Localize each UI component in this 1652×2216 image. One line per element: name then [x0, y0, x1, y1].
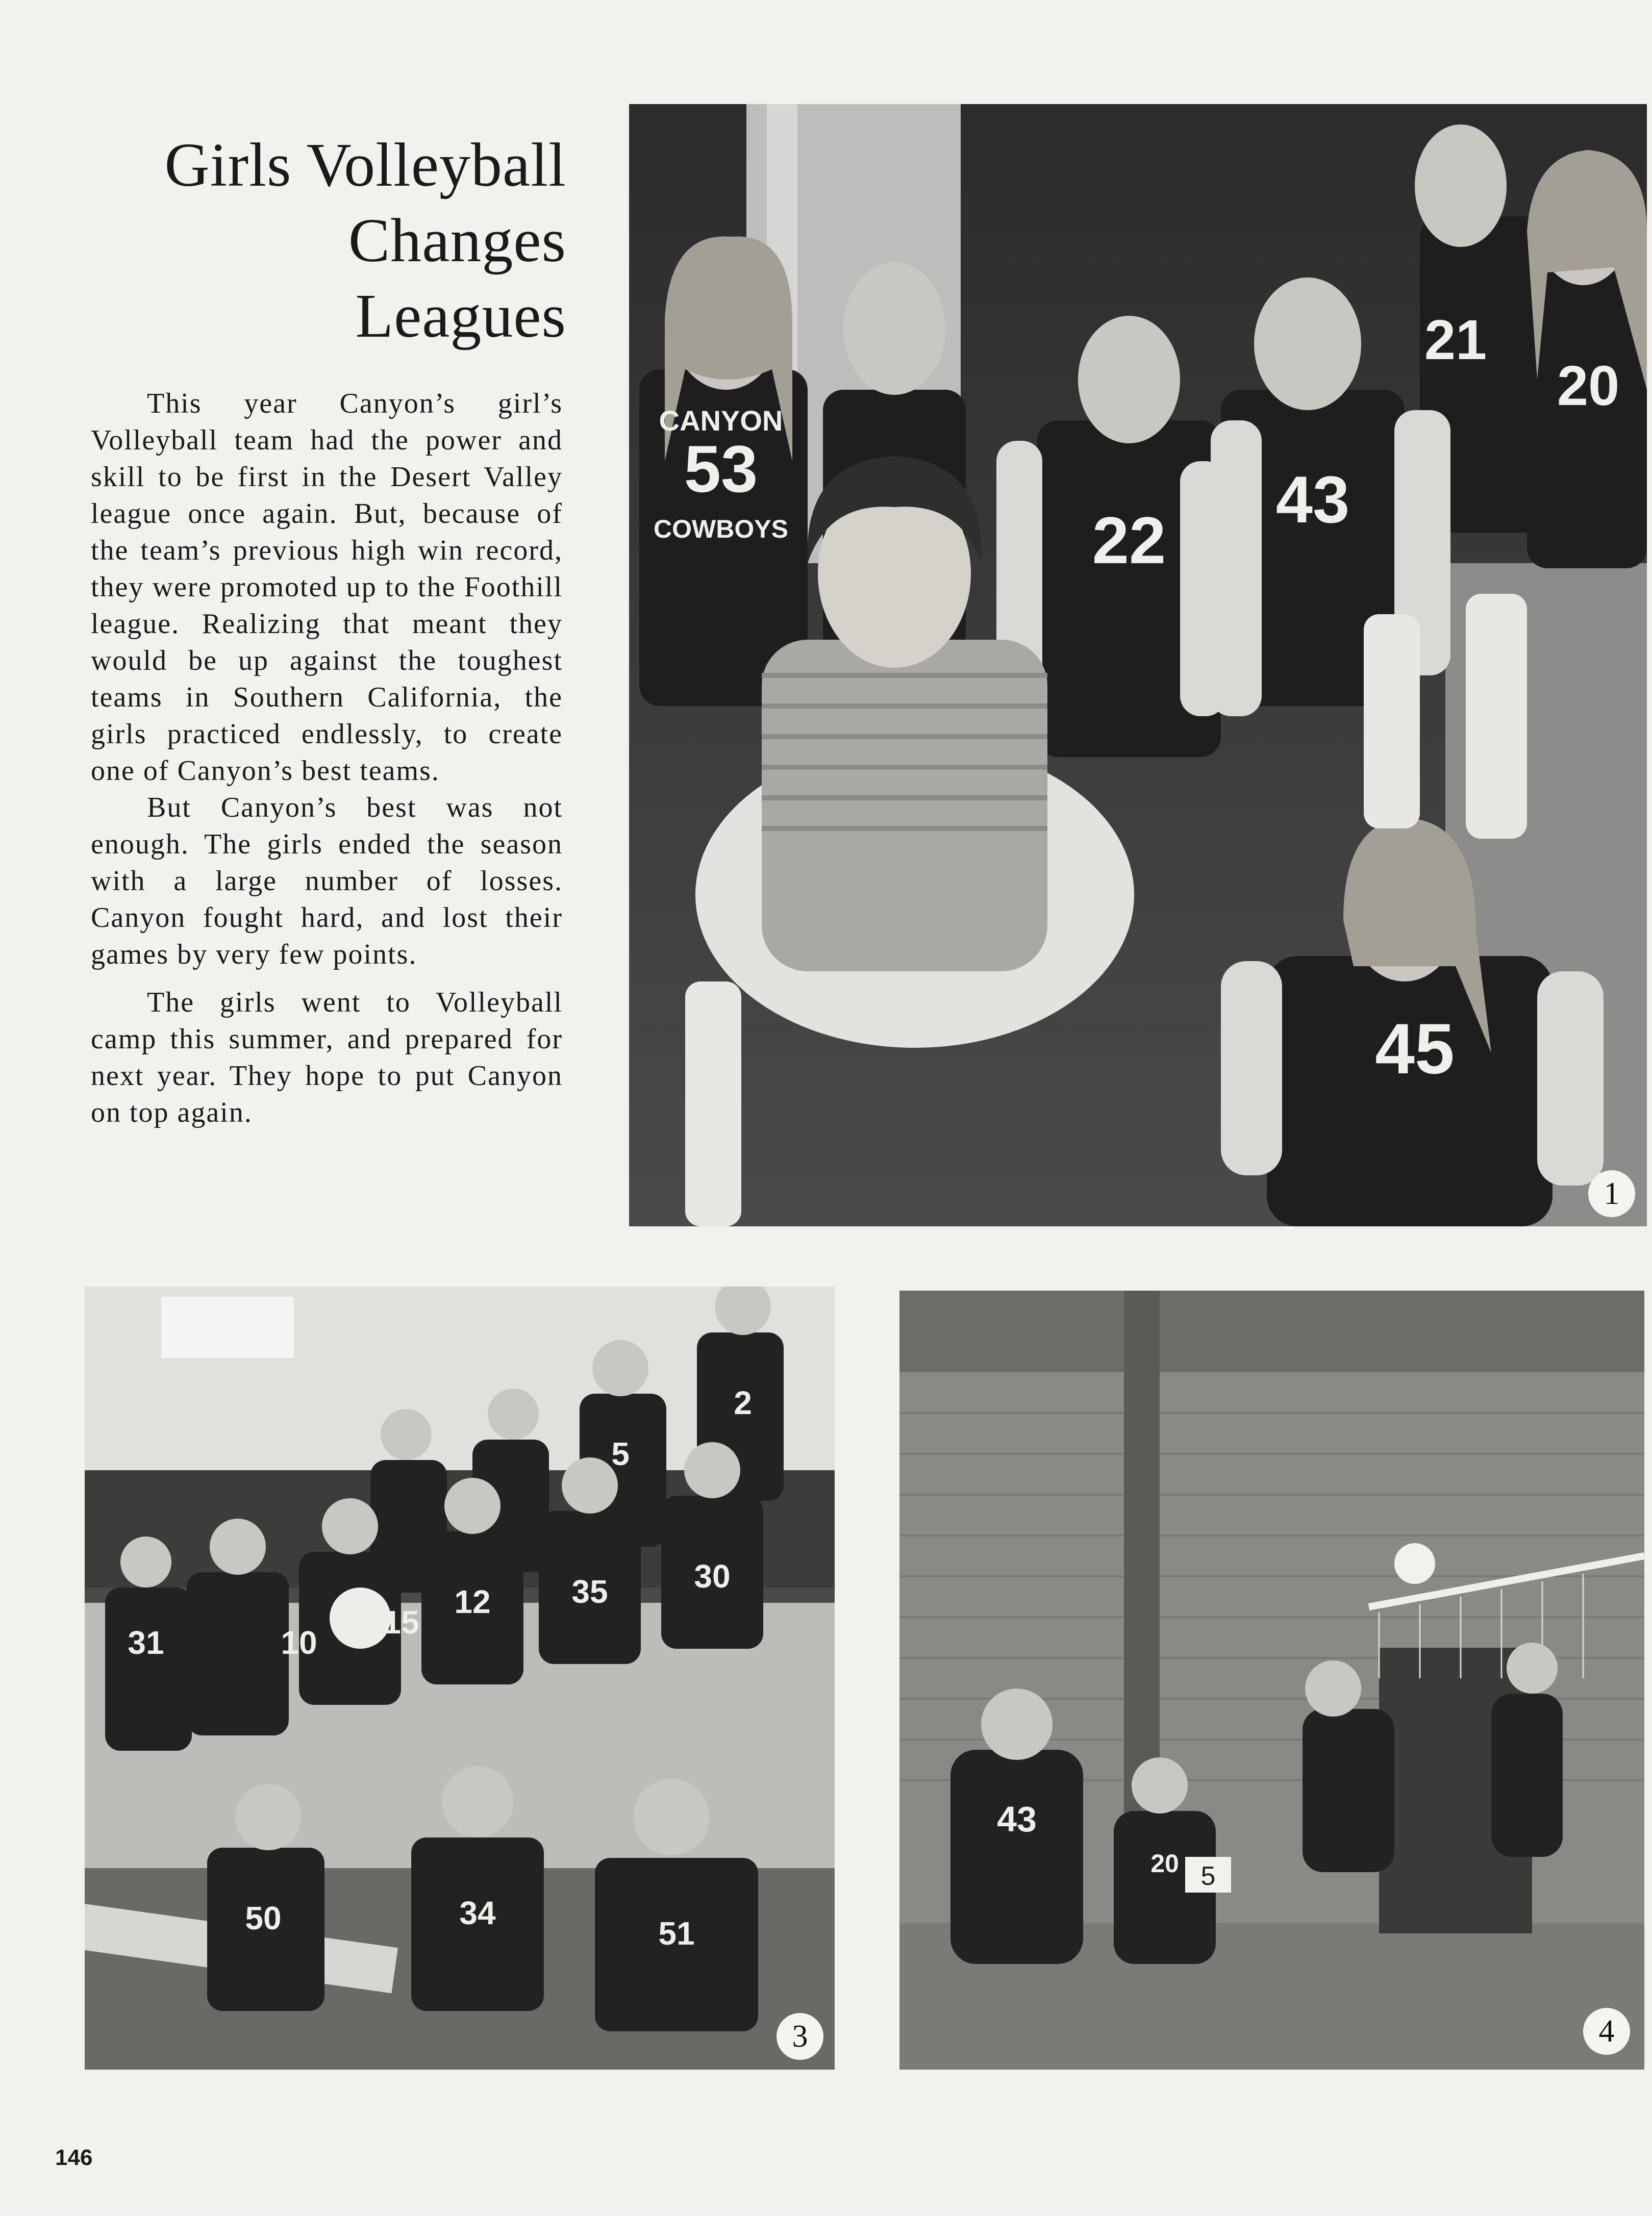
jersey-team-name: CANYON [659, 405, 783, 437]
photo-full-team [85, 1287, 835, 2070]
jersey-43: 43 [1275, 462, 1350, 537]
paragraph-1: This year Canyon’s girl’s Volleyball team had the power and skill to be first in the Desert Valley league once again. But, because of the team’s previous high win record, they were promoted up to the Foothill league. Realizing that meant they would be up against the toughest teams in Southern California, the girls practiced endlessly, to create one of Canyon’s best teams. [91, 388, 563, 787]
jersey-22: 22 [1092, 503, 1166, 577]
photo-number-3: 3 [777, 2013, 823, 2060]
jersey-45: 45 [1375, 1009, 1455, 1089]
jersey-2: 2 [734, 1384, 752, 1421]
photo-team-with-coach [629, 104, 1647, 1226]
photo-1-image [629, 104, 1647, 1226]
article-body [91, 385, 563, 1131]
jersey-51: 51 [658, 1915, 695, 1952]
headline-line-1: Girls Volleyball [164, 131, 566, 199]
jersey-20: 20 [1557, 355, 1620, 417]
jersey-team-name-2: COWBOYS [654, 515, 788, 543]
jersey-31: 31 [128, 1624, 164, 1661]
headline-line-3: Leagues [355, 282, 566, 350]
headline [77, 128, 566, 354]
jersey-21: 21 [1424, 309, 1487, 371]
jersey-43: 43 [997, 1799, 1037, 1839]
page-number: 146 [55, 2145, 93, 2170]
paragraph-2: But Canyon’s best was not enough. The girls ended the season with a large number of losses. Canyon fought hard, and lost their games by very few points. [91, 792, 563, 970]
jersey-5: 5 [611, 1436, 630, 1472]
jersey-34: 34 [459, 1895, 496, 1931]
jersey-50: 50 [245, 1900, 282, 1936]
jersey-53: 53 [684, 432, 758, 506]
jersey-10: 10 [281, 1624, 317, 1661]
photo-number-4: 4 [1583, 2008, 1630, 2055]
photo-game-action [899, 1291, 1644, 2070]
jersey-20: 20 [1150, 1849, 1179, 1878]
paragraph-3: The girls went to Volleyball camp this summer, and prepared for next year. They hope to put Canyon on top again. [91, 987, 563, 1128]
bench-sign: 5 [1200, 1861, 1216, 1891]
jersey-30: 30 [694, 1558, 731, 1595]
headline-line-2: Changes [348, 206, 566, 275]
jersey-15: 15 [383, 1604, 419, 1641]
jersey-12: 12 [454, 1583, 491, 1620]
photo-4-image [899, 1291, 1644, 2070]
photo-number-1: 1 [1588, 1170, 1635, 1217]
jersey-35: 35 [571, 1573, 608, 1610]
photo-3-image [85, 1287, 835, 2070]
